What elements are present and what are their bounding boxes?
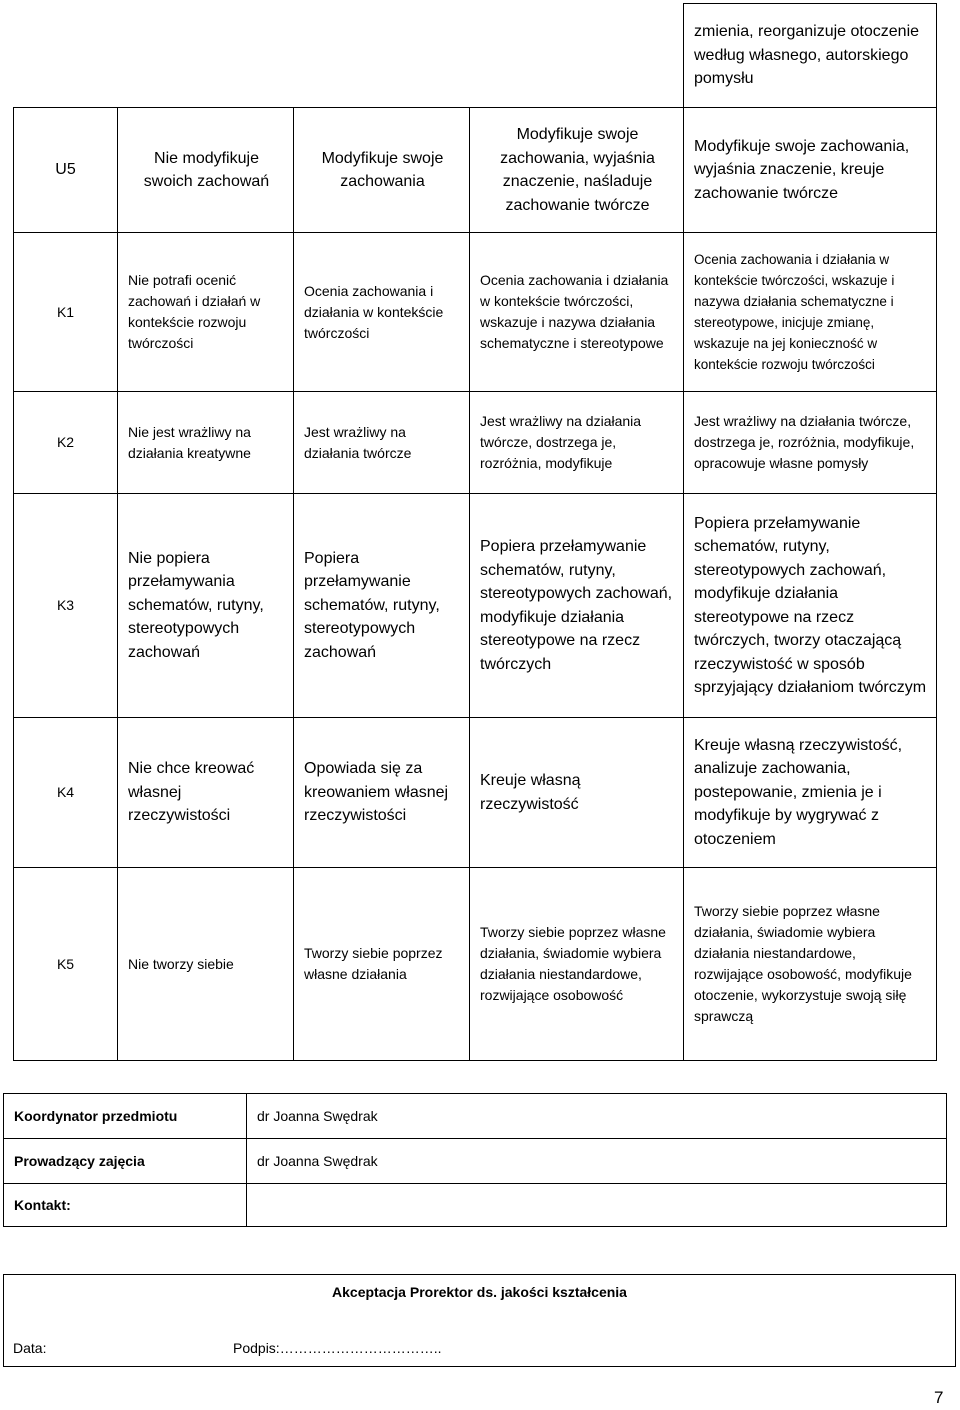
- table-row: [14, 392, 937, 494]
- table-cell: Tworzy siebie poprzez własne działania, świadomie wybiera działania niestandardowe, rozwijające osobowość: [470, 868, 684, 1061]
- table-row: [14, 868, 937, 1061]
- instructor-value: dr Joanna Swędrak: [247, 1139, 947, 1184]
- table-cell: Jest wrażliwy na działania twórcze, dostrzega je, rozróżnia, modyfikuje, opracowuje własne pomysły: [684, 392, 937, 494]
- coordinator-label: Koordynator przedmiotu: [4, 1094, 247, 1139]
- table-cell: Opowiada się za kreowaniem własnej rzeczywistości: [294, 718, 470, 868]
- table-cell: Ocenia zachowania i działania w kontekście twórczości, wskazuje i nazywa działania schematyczne i stereotypowe: [470, 233, 684, 392]
- table-cell: Tworzy siebie poprzez własne działania: [294, 868, 470, 1061]
- table-row: [14, 108, 937, 233]
- table-row: [14, 233, 937, 392]
- course-staff-table: [3, 1093, 947, 1227]
- criterion-code: K5: [14, 868, 118, 1061]
- table-cell: Modyfikuje swoje zachowania: [294, 108, 470, 233]
- table-cell: Nie potrafi ocenić zachowań i działań w kontekście rozwoju twórczości: [118, 233, 294, 392]
- table-row: [4, 1184, 947, 1227]
- table-cell: Jest wrażliwy na działania twórcze, dostrzega je, rozróżnia, modyfikuje: [470, 392, 684, 494]
- instructor-label: Prowadzący zajęcia: [4, 1139, 247, 1184]
- table-cell: Popiera przełamywanie schematów, rutyny, stereotypowych zachowań, modyfikuje działania stereotypowe na rzecz twórczych: [470, 494, 684, 718]
- table-row: [14, 4, 937, 108]
- approval-title: Akceptacja Prorektor ds. jakości kształcenia: [4, 1275, 956, 1310]
- table-cell: Nie modyfikuje swoich zachowań: [118, 108, 294, 233]
- table-row: [4, 1094, 947, 1139]
- table-cell: zmienia, reorganizuje otoczenie według własnego, autorskiego pomysłu: [684, 4, 937, 108]
- criterion-code: K4: [14, 718, 118, 868]
- contact-label: Kontakt:: [4, 1184, 247, 1227]
- table-cell: Kreuje własną rzeczywistość: [470, 718, 684, 868]
- criterion-code: K3: [14, 494, 118, 718]
- signature-label: Podpis:……………………………..: [233, 1340, 442, 1356]
- criterion-code: K2: [14, 392, 118, 494]
- table-cell: Ocenia zachowania i działania w kontekście twórczości, wskazuje i nazywa działania schematyczne i stereotypowe, inicjuje zmianę, wskazuje na jej konieczność w kontekście rozwoju twórczości: [684, 233, 937, 392]
- coordinator-value: dr Joanna Swędrak: [247, 1094, 947, 1139]
- table-cell: Nie tworzy siebie: [118, 868, 294, 1061]
- table-cell: Ocenia zachowania i działania w kontekście twórczości: [294, 233, 470, 392]
- criterion-code: K1: [14, 233, 118, 392]
- page-number: 7: [934, 1388, 944, 1407]
- criterion-code: U5: [14, 108, 118, 233]
- table-row: [14, 494, 937, 718]
- table-row: [4, 1139, 947, 1184]
- approval-table: [3, 1274, 956, 1367]
- table-cell: Nie jest wrażliwy na działania kreatywne: [118, 392, 294, 494]
- table-cell: Kreuje własną rzeczywistość, analizuje zachowania, postepowanie, zmienia je i modyfikuje by wygrywać z otoczeniem: [684, 718, 937, 868]
- contact-value: [247, 1184, 947, 1227]
- date-label: Data:: [13, 1340, 47, 1356]
- table-cell: Jest wrażliwy na działania twórcze: [294, 392, 470, 494]
- assessment-criteria-table: [13, 3, 937, 1061]
- table-cell: Modyfikuje swoje zachowania, wyjaśnia znaczenie, naśladuje zachowanie twórcze: [470, 108, 684, 233]
- table-cell: Modyfikuje swoje zachowania, wyjaśnia znaczenie, kreuje zachowanie twórcze: [684, 108, 937, 233]
- table-cell: Popiera przełamywanie schematów, rutyny, stereotypowych zachowań, modyfikuje działania stereotypowe na rzecz twórczych, tworzy otaczającą rzeczywistość w sposób sprzyjający działaniom twórczym: [684, 494, 937, 718]
- table-cell: Nie popiera przełamywania schematów, rutyny, stereotypowych zachowań: [118, 494, 294, 718]
- table-cell: Popiera przełamywanie schematów, rutyny, stereotypowych zachowań: [294, 494, 470, 718]
- table-cell: Nie chce kreować własnej rzeczywistości: [118, 718, 294, 868]
- table-cell: Tworzy siebie poprzez własne działania, świadomie wybiera działania niestandardowe, rozwijające osobowość, modyfikuje otoczenie, wykorzystuje swoją siłę sprawczą: [684, 868, 937, 1061]
- approval-signature-row: [4, 1334, 956, 1367]
- table-row: [14, 718, 937, 868]
